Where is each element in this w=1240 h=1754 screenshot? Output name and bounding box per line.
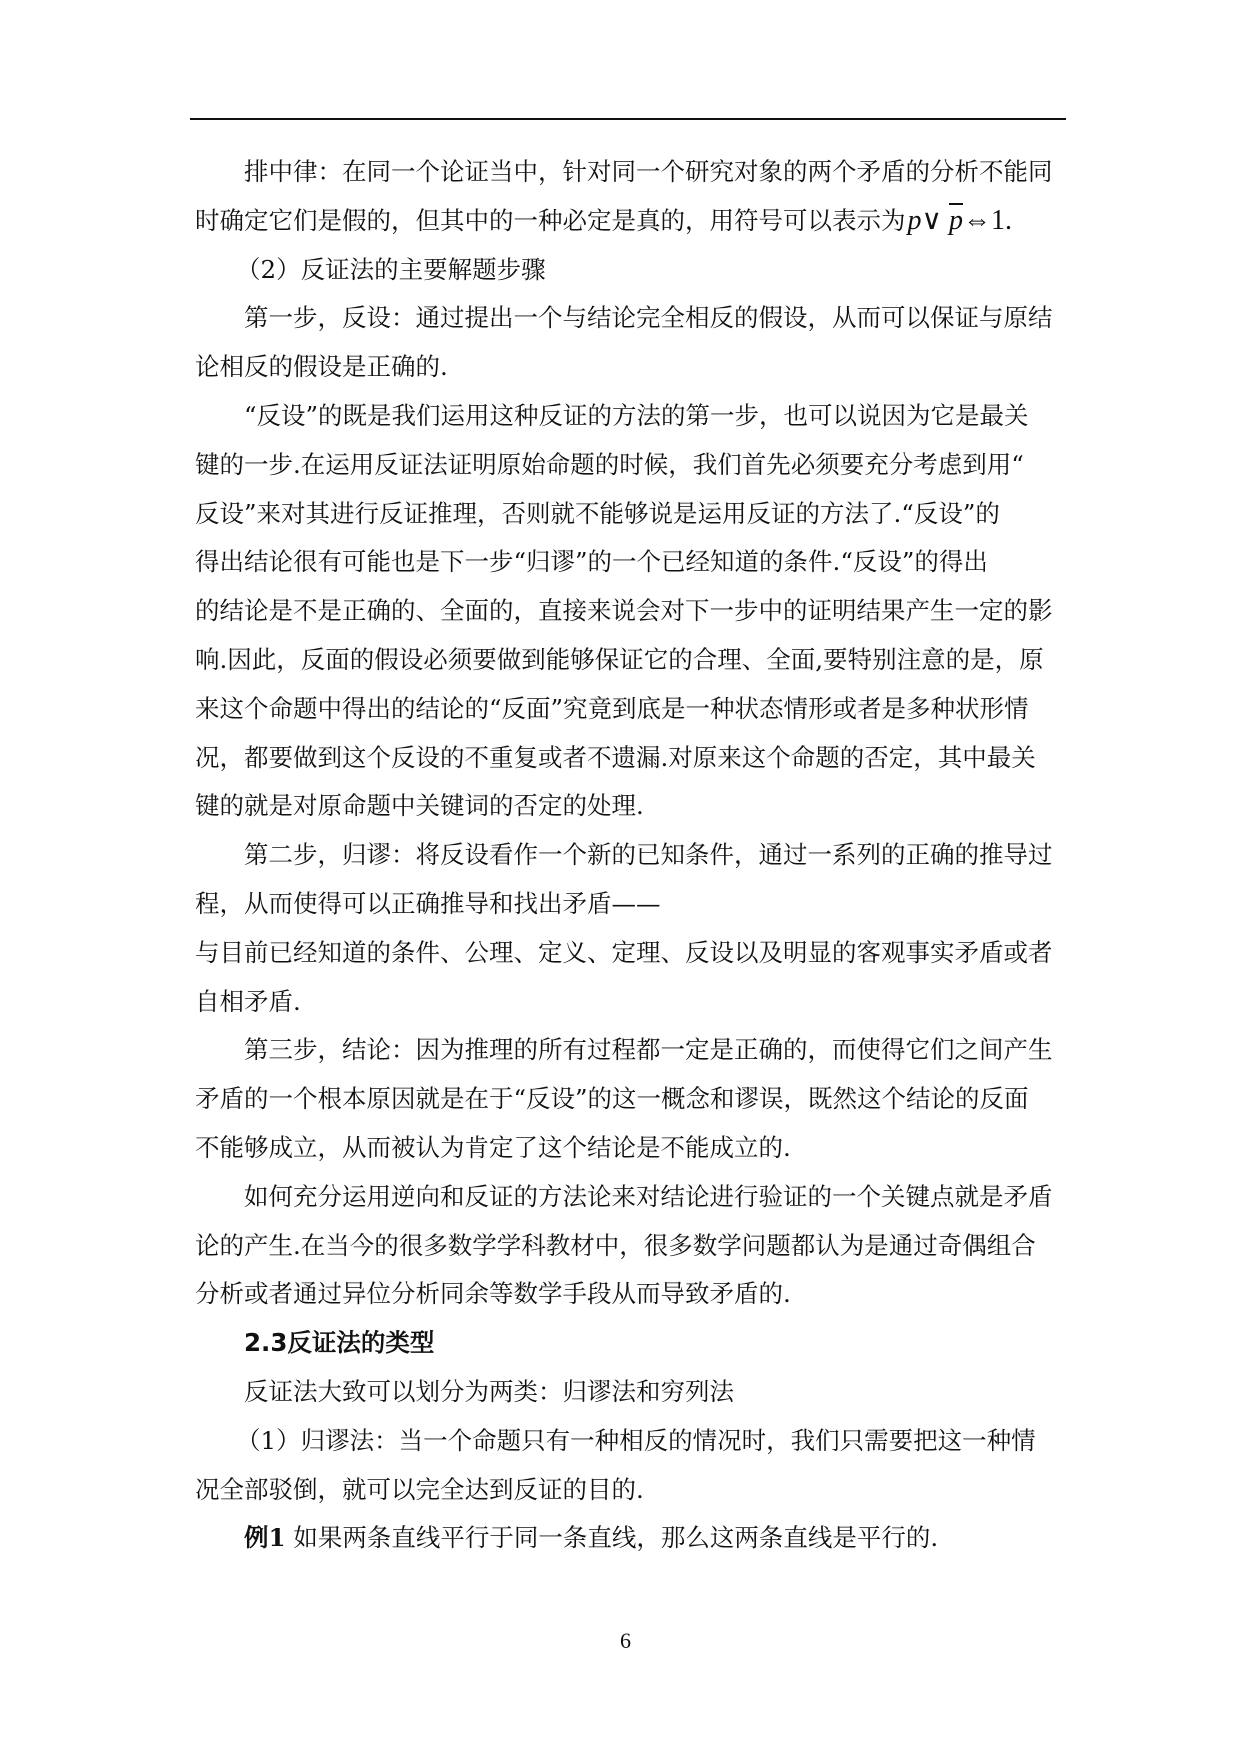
line-text: 矛盾的一个根本原因就是在于“反设”的这一概念和谬误，既然这个结论的反面 [195,1084,1029,1114]
line-text: 第一步，反设：通过提出一个与结论完全相反的假设，从而可以保证与原结 [244,303,1053,333]
text-line [195,644,1044,676]
text-line [195,937,1053,969]
line-text: 反设”来对其进行反证推理，否则就不能够说是运用反证的方法了.“反设”的 [195,498,1000,528]
line-text: 第二步，归谬：将反设看作一个新的已知条件，通过一系列的正确的推导过 [244,840,1053,870]
text-line [195,498,1000,530]
text-line [244,839,1053,871]
line-text: 如果两条直线平行于同一条直线，那么这两条直线是平行的. [293,1523,939,1553]
text-line [195,742,1036,774]
line-text: 排中律：在同一个论证当中，针对同一个研究对象的两个矛盾的分析不能同 [244,157,1053,186]
text-line [236,254,546,286]
line-text: 2.3反证法的类型 [244,1328,435,1358]
text-line [195,205,1012,237]
page-number: 6 [620,1628,631,1653]
text-line [244,1181,1053,1213]
line-text: 与目前已经知道的条件、公理、定义、定理、反设以及明显的客观事实矛盾或者 [195,937,1053,967]
line-text: 来这个命题中得出的结论的“反面”究竟到底是一种状态情形或者是多种状形情 [195,693,1029,723]
formula-or: ∨ [921,204,942,236]
line-text: 如何充分运用逆向和反证的方法论来对结论进行验证的一个关键点就是矛盾 [244,1181,1053,1211]
text-line [244,1034,1053,1066]
text-line [195,693,1029,725]
line-text: 的结论是不是正确的、全面的，直接来说会对下一步中的证明结果产生一定的影 [195,596,1053,626]
text-line [195,986,301,1018]
line-text: 况，都要做到这个反设的不重复或者不遗漏.对原来这个命题的否定，其中最关 [195,742,1036,772]
formula-one: 1 [991,204,1005,236]
text-line [244,156,1053,188]
text-line [195,1132,791,1164]
line-text: 键的就是对原命题中关键词的否定的处理. [195,791,644,821]
text-line [195,888,661,920]
line-text: 键的一步.在运用反证法证明原始命题的时候，我们首先必须要充分考虑到用“ [195,449,1024,479]
line-text: 第三步，结论：因为推理的所有过程都一定是正确的，而使得它们之间产生 [244,1035,1053,1065]
header-rule [190,118,1066,120]
line-text: 程，从而使得可以正确推导和找出矛盾—— [195,889,661,918]
text-line [236,1425,1036,1457]
text-line [244,400,1029,432]
text-line [244,1522,938,1554]
section-heading [244,1327,434,1359]
formula-not-p: $\overline{p}$ [949,204,963,236]
line-text: （1）归谬法：当一个命题只有一种相反的情况时，我们只需要把这一种情 [236,1425,1036,1455]
text-line [244,302,1053,334]
line-text: 时确定它们是假的，但其中的一种必定是真的，用符号可以表示为 [195,205,906,235]
text-line [195,351,448,383]
line-text: 不能够成立，从而被认为肯定了这个结论是不能成立的. [195,1133,791,1162]
text-line [195,595,1053,627]
line-text: 响.因此，反面的假设必须要做到能够保证它的合理、全面,要特别注意的是，原 [195,645,1044,674]
formula-iff: ⇔ [963,204,991,236]
text-line [244,1376,734,1408]
line-text: 论相反的假设是正确的. [195,352,448,382]
example-label: 例1 [244,1523,286,1553]
text-line [195,449,1024,481]
line-text: 得出结论很有可能也是下一步“归谬”的一个已经知道的条件.“反设”的得出 [195,547,988,577]
text-line [195,1474,644,1506]
text-line [195,790,644,822]
line-text: “反设”的既是我们运用这种反证的方法的第一步，也可以说因为它是最关 [244,401,1029,430]
line-text: 反证法大致可以划分为两类：归谬法和穷列法 [244,1377,734,1406]
text-line [195,1083,1029,1115]
line-text: 论的产生.在当今的很多数学学科教材中，很多数学问题都认为是通过奇偶组合 [195,1230,1036,1260]
line-text: 分析或者通过异位分析同余等数学手段从而导致矛盾的. [195,1279,791,1309]
text-line [195,1278,791,1310]
line-text: （2）反证法的主要解题步骤 [236,254,546,284]
line-text: 自相矛盾. [195,986,301,1016]
line-text: 况全部驳倒，就可以完全达到反证的目的. [195,1474,644,1504]
text-line [195,546,988,578]
formula-period: . [1005,204,1012,236]
formula-p: p [907,204,922,236]
text-line [195,1230,1036,1262]
logic-formula [908,205,1013,236]
